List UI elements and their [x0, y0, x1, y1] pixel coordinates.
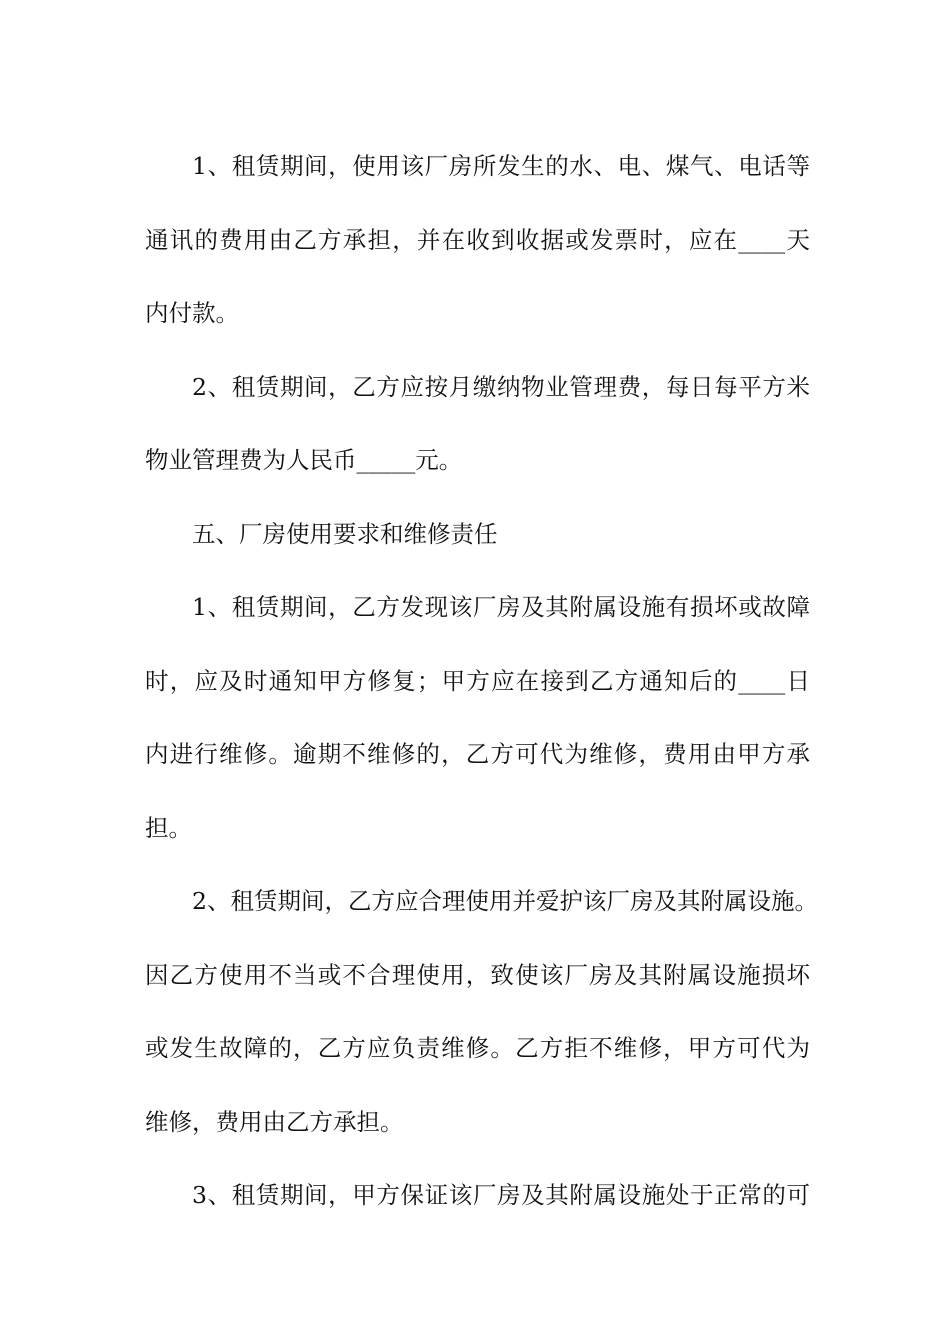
- paragraph-line: 或发生故障的，乙方应负责维修。乙方拒不维修，甲方可代为: [145, 1034, 810, 1062]
- paragraph-line: 内付款。: [145, 299, 239, 327]
- paragraph-line: 1、租赁期间，使用该厂房所发生的水、电、煤气、电话等: [192, 152, 810, 180]
- paragraph-line: 3、租赁期间，甲方保证该厂房及其附属设施处于正常的可: [192, 1181, 810, 1209]
- paragraph-line: 2、租赁期间，乙方应合理使用并爱护该厂房及其附属设施。: [192, 887, 818, 915]
- section-heading: 五、厂房使用要求和维修责任: [192, 519, 498, 548]
- paragraph-line: 1、租赁期间，乙方发现该厂房及其附属设施有损坏或故障: [192, 593, 810, 621]
- paragraph-line: 因乙方使用不当或不合理使用，致使该厂房及其附属设施损坏: [145, 960, 810, 989]
- paragraph-line: 维修，费用由乙方承担。: [145, 1107, 404, 1136]
- paragraph-line: 时，应及时通知甲方修复；甲方应在接到乙方通知后的____日: [145, 666, 810, 695]
- paragraph-line: 通讯的费用由乙方承担，并在收到收据或发票时，应在____天: [145, 225, 810, 254]
- paragraph-line: 2、租赁期间，乙方应按月缴纳物业管理费，每日每平方米: [192, 372, 810, 401]
- paragraph-line: 物业管理费为人民币_____元。: [145, 446, 463, 474]
- paragraph-line: 内进行维修。逾期不维修的，乙方可代为维修，费用由甲方承: [145, 740, 810, 768]
- document-body: [145, 130, 818, 1233]
- paragraph-line: 担。: [145, 813, 192, 842]
